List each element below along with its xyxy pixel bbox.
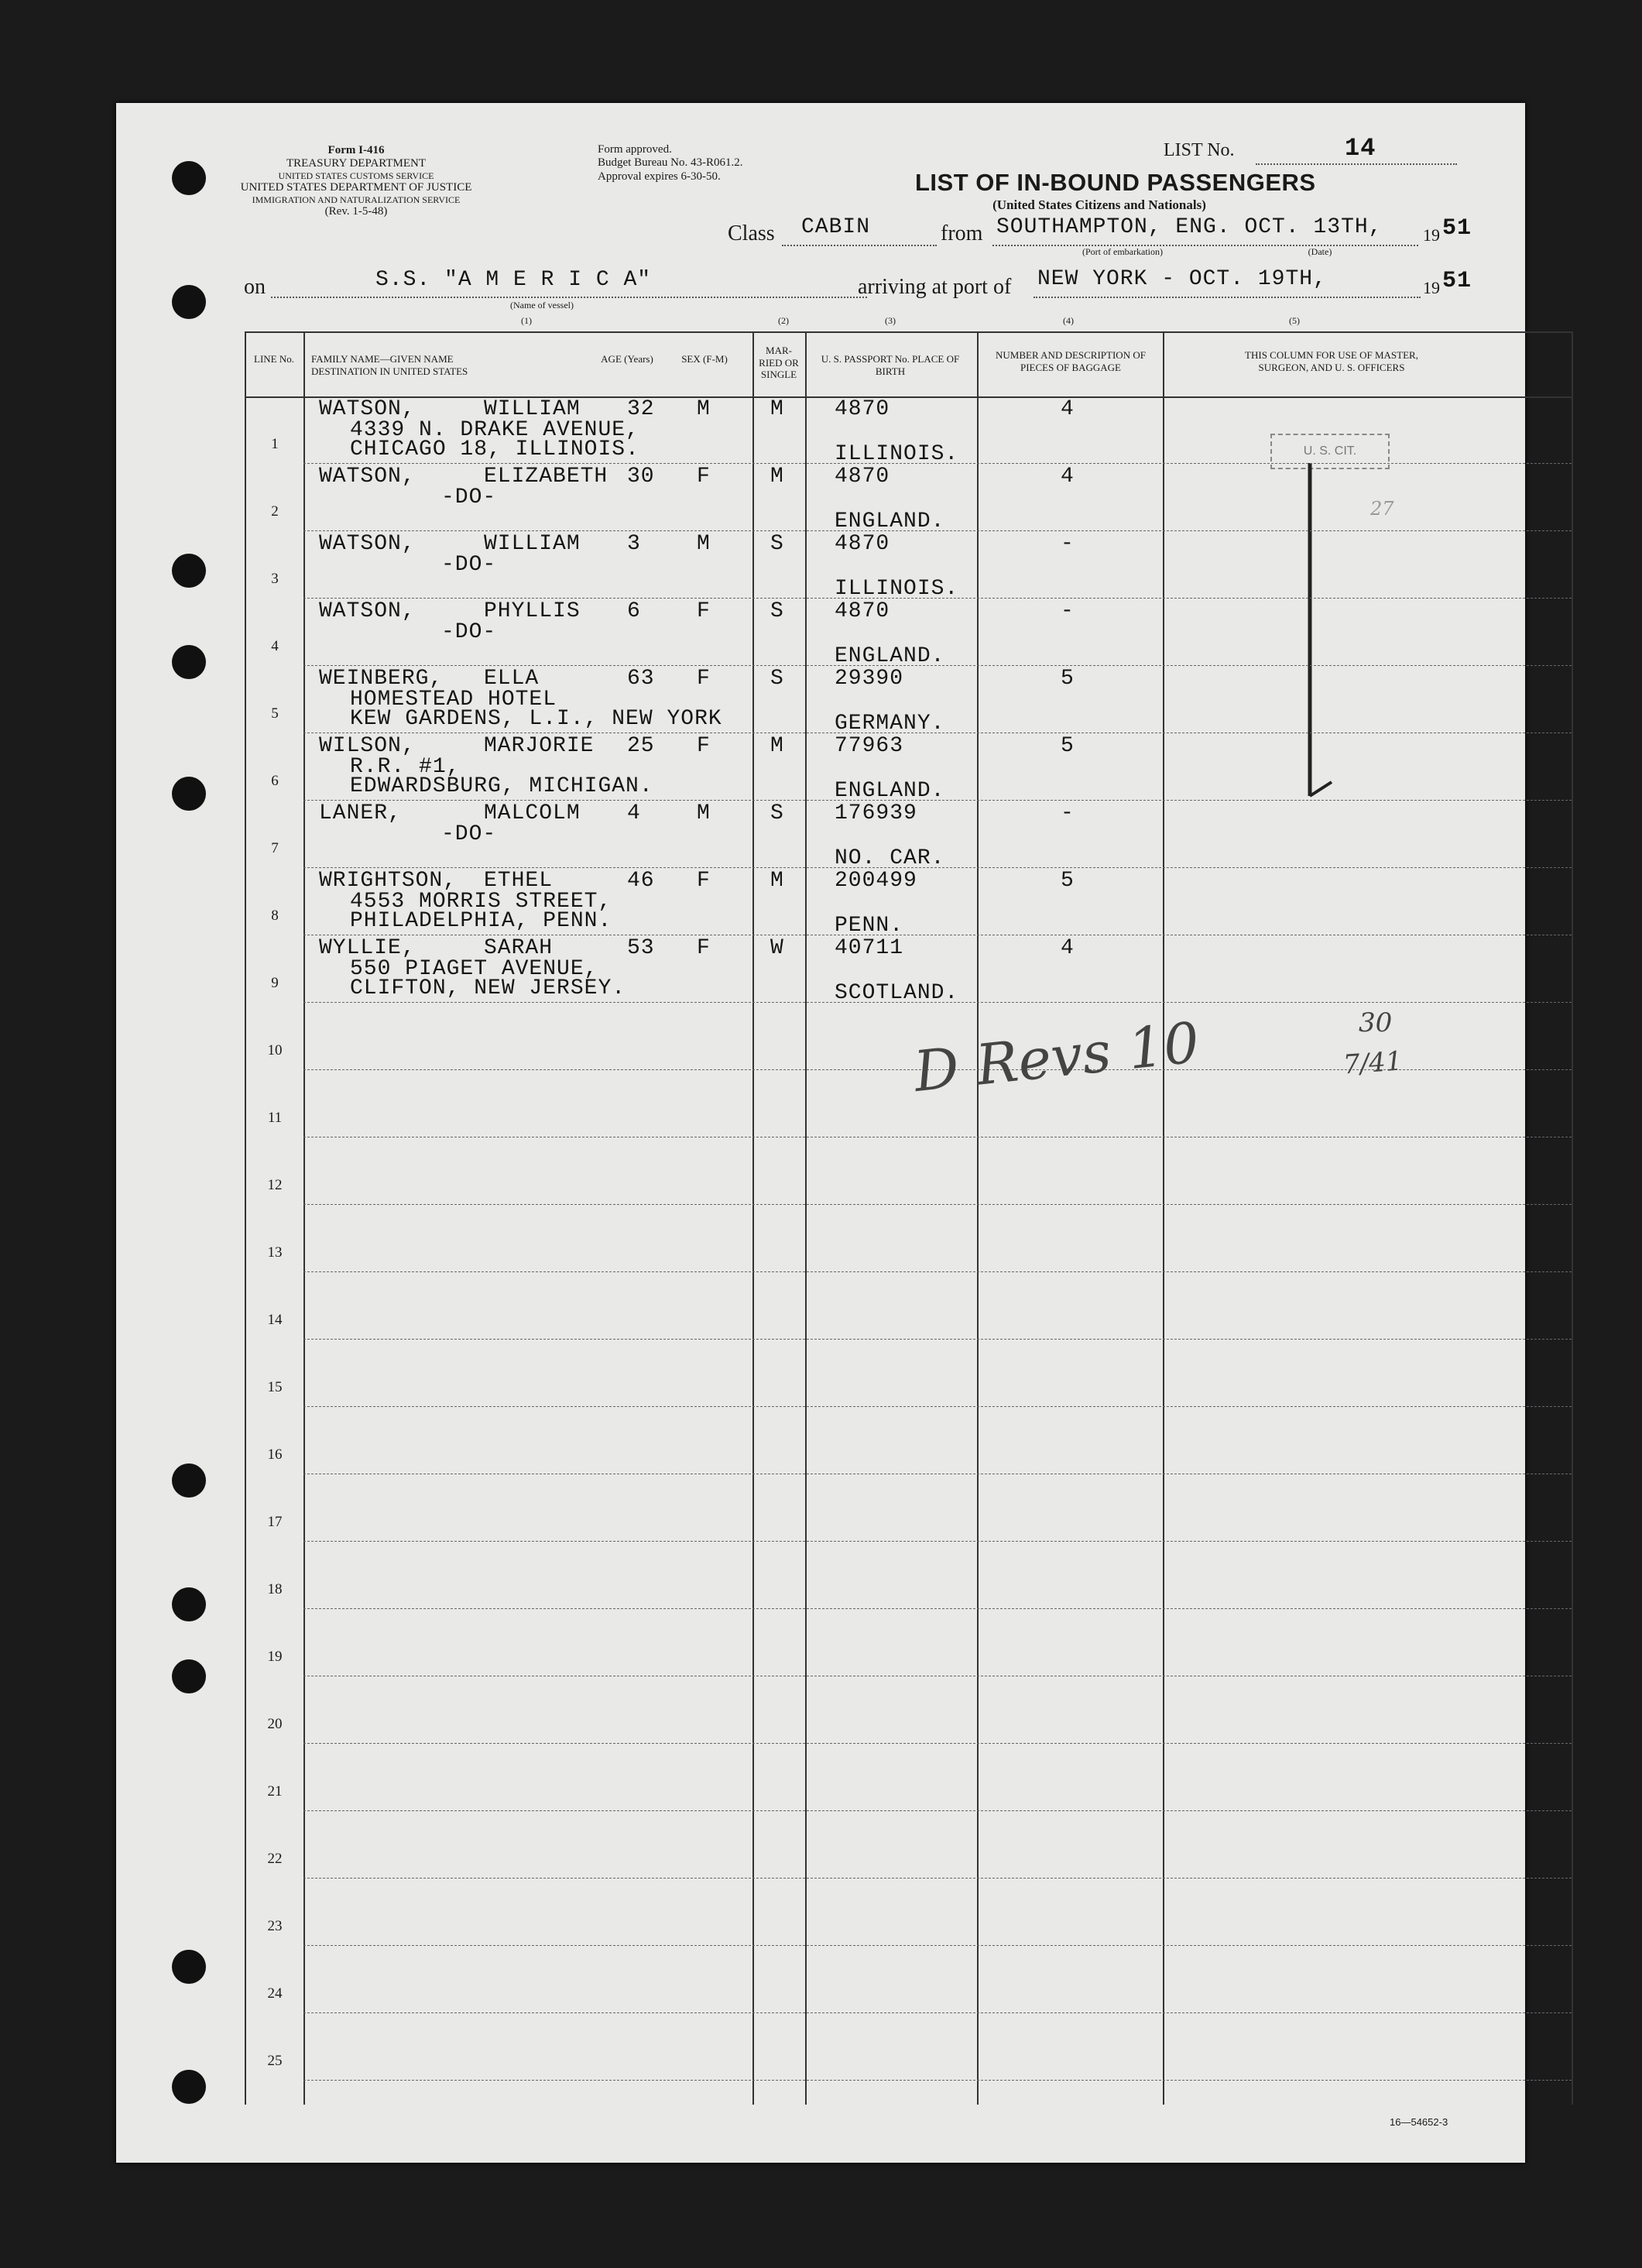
row-divider	[303, 1878, 1572, 1879]
line-number: 18	[267, 1581, 283, 1597]
binder-hole	[172, 285, 206, 319]
arriving-label: arriving at port of	[858, 275, 1012, 299]
passenger-age: 32	[627, 397, 655, 421]
justice-dept: UNITED STATES DEPARTMENT OF JUSTICE	[240, 181, 472, 194]
passenger-passport: 4870	[835, 397, 890, 421]
us-citizen-stamp: U. S. CIT.	[1270, 434, 1390, 469]
binder-hole	[172, 1950, 206, 1984]
vessel-caption: (Name of vessel)	[510, 300, 574, 311]
signature-fraction-top: 30	[1359, 1007, 1393, 1038]
passenger-passport: 176939	[835, 801, 917, 825]
line-number: 6	[271, 773, 279, 789]
col-line	[1572, 331, 1573, 2105]
line-number: 20	[267, 1716, 283, 1732]
passenger-address-2: EDWARDSBURG, MICHIGAN.	[350, 774, 653, 798]
passenger-sex: M	[697, 801, 711, 825]
col-head-officers: THIS COLUMN FOR USE OF MASTER, SURGEON, AND U. S. OFFICERS	[1245, 349, 1418, 373]
customs-service: UNITED STATES CUSTOMS SERVICE	[278, 170, 434, 181]
passenger-sex: F	[697, 869, 711, 893]
row-divider	[303, 2012, 1572, 2013]
passenger-given-name: PHYLLIS	[484, 599, 581, 623]
signature: D Revs 10	[910, 1009, 1202, 1105]
list-no-rule	[1256, 163, 1457, 165]
passenger-given-name: ELIZABETH	[484, 465, 608, 489]
passenger-family-name: WATSON,	[319, 397, 416, 421]
line-number: 12	[267, 1177, 283, 1193]
col-num-5: (5)	[1289, 315, 1300, 326]
passenger-birthplace: PENN.	[835, 914, 904, 938]
passenger-address-1: HOMESTEAD HOTEL	[350, 688, 557, 712]
list-no-label: LIST No.	[1164, 140, 1235, 160]
binder-hole	[172, 554, 206, 588]
passenger-given-name: MARJORIE	[484, 734, 595, 758]
class-rule	[782, 245, 937, 246]
bracket-line	[1301, 463, 1347, 808]
passenger-sex: M	[697, 532, 711, 556]
passenger-family-name: LANER,	[319, 801, 402, 825]
passenger-given-name: WILLIAM	[484, 532, 581, 556]
from-rule	[992, 245, 1418, 246]
from-value: SOUTHAMPTON, ENG. OCT. 13TH,	[996, 215, 1383, 239]
passenger-address-1: -DO-	[441, 553, 497, 577]
col-head-age: AGE (Years)	[601, 353, 653, 365]
line-number: 14	[267, 1312, 283, 1328]
arrival-rule	[1034, 297, 1421, 298]
col-head-married: MAR-RIED OR SINGLE	[759, 345, 799, 381]
passenger-age: 25	[627, 734, 655, 758]
row-divider	[303, 1271, 1572, 1272]
on-label: on	[244, 275, 266, 299]
year-prefix-2: 19	[1423, 278, 1440, 297]
binder-hole	[172, 777, 206, 811]
row-divider	[303, 1945, 1572, 1946]
passenger-address-2: KEW GARDENS, L.I., NEW YORK	[350, 707, 722, 731]
row-divider	[303, 1541, 1572, 1542]
passenger-baggage: -	[1061, 532, 1075, 556]
passenger-age: 53	[627, 936, 655, 960]
col-num-1: (1)	[521, 315, 532, 326]
passenger-baggage: 4	[1061, 936, 1075, 960]
line-number: 25	[267, 2053, 283, 2069]
line-number: 5	[271, 705, 279, 722]
year-prefix-1: 19	[1423, 225, 1440, 245]
footer-code: 16—54652-3	[1390, 2116, 1448, 2128]
form-info-block	[240, 144, 472, 219]
passenger-passport: 4870	[835, 599, 890, 623]
passenger-age: 3	[627, 532, 641, 556]
row-divider	[303, 2080, 1572, 2081]
passenger-address-2: CLIFTON, NEW JERSEY.	[350, 976, 626, 1000]
passenger-address-1: -DO-	[441, 822, 497, 846]
binder-hole	[172, 2070, 206, 2104]
vessel-rule	[271, 297, 867, 298]
treasury-dept: TREASURY DEPARTMENT	[286, 157, 427, 170]
form-revision: (Rev. 1-5-48)	[324, 205, 388, 218]
budget-bureau: Budget Bureau No. 43-R061.2.	[598, 156, 743, 170]
year-value-1: 51	[1442, 215, 1472, 242]
passenger-marital-status: M	[770, 397, 784, 421]
class-value: CABIN	[801, 215, 871, 239]
passenger-birthplace: ILLINOIS.	[835, 577, 959, 601]
passenger-given-name: WILLIAM	[484, 397, 581, 421]
passenger-family-name: WYLLIE,	[319, 936, 416, 960]
passenger-address-1: -DO-	[441, 486, 497, 510]
col-num-2: (2)	[778, 315, 789, 326]
row-divider	[303, 1743, 1572, 1744]
passenger-passport: 4870	[835, 465, 890, 489]
passenger-sex: M	[697, 397, 711, 421]
line-number: 7	[271, 840, 279, 856]
line-number: 9	[271, 975, 279, 991]
row-divider	[303, 800, 1572, 801]
passenger-marital-status: M	[770, 734, 784, 758]
passenger-birthplace: GERMANY.	[835, 712, 945, 736]
binder-hole	[172, 1463, 206, 1498]
stamp-count: 27	[1370, 498, 1394, 520]
passenger-marital-status: S	[770, 532, 784, 556]
passenger-birthplace: ENGLAND.	[835, 779, 945, 803]
row-divider	[303, 530, 1572, 531]
line-number: 15	[267, 1379, 283, 1395]
line-number: 8	[271, 908, 279, 924]
col-num-3: (3)	[885, 315, 896, 326]
passenger-marital-status: M	[770, 465, 784, 489]
passenger-given-name: ELLA	[484, 667, 540, 691]
row-divider	[303, 1204, 1572, 1205]
passenger-marital-status: W	[770, 936, 784, 960]
line-number: 16	[267, 1446, 283, 1463]
passenger-passport: 200499	[835, 869, 917, 893]
row-divider	[303, 867, 1572, 868]
passenger-address-2: CHICAGO 18, ILLINOIS.	[350, 437, 639, 461]
passenger-age: 63	[627, 667, 655, 691]
passenger-baggage: 4	[1061, 397, 1075, 421]
signature-fraction-bottom: 7/41	[1342, 1045, 1404, 1081]
line-number: 13	[267, 1244, 283, 1261]
form-approved: Form approved.	[598, 143, 672, 156]
row-divider	[303, 1406, 1572, 1407]
approval-expires: Approval expires 6-30-50.	[598, 170, 721, 183]
line-number: 17	[267, 1514, 283, 1530]
passenger-family-name: WATSON,	[319, 599, 416, 623]
passenger-age: 30	[627, 465, 655, 489]
passenger-baggage: 5	[1061, 734, 1075, 758]
col-line	[245, 331, 246, 2105]
line-number: 22	[267, 1851, 283, 1867]
row-divider	[303, 665, 1572, 666]
date-caption: (Date)	[1308, 246, 1332, 257]
line-number: 3	[271, 571, 279, 587]
passenger-birthplace: SCOTLAND.	[835, 981, 959, 1005]
passenger-given-name: ETHEL	[484, 869, 554, 893]
passenger-birthplace: NO. CAR.	[835, 846, 945, 870]
approval-block	[598, 143, 776, 184]
from-label: from	[941, 221, 983, 245]
line-number: 19	[267, 1649, 283, 1665]
passenger-marital-status: S	[770, 801, 784, 825]
binder-hole	[172, 161, 206, 195]
passenger-given-name: MALCOLM	[484, 801, 581, 825]
line-number: 10	[267, 1042, 283, 1059]
passenger-address-1: 550 PIAGET AVENUE,	[350, 957, 598, 981]
passenger-marital-status: S	[770, 667, 784, 691]
passenger-birthplace: ILLINOIS.	[835, 442, 959, 466]
passenger-passport: 40711	[835, 936, 904, 960]
row-divider	[303, 1810, 1572, 1811]
passenger-marital-status: S	[770, 599, 784, 623]
row-divider	[303, 463, 1572, 464]
year-value-2: 51	[1442, 268, 1472, 294]
passenger-passport: 4870	[835, 532, 890, 556]
passenger-family-name: WEINBERG,	[319, 667, 444, 691]
passenger-baggage: 5	[1061, 667, 1075, 691]
passenger-birthplace: ENGLAND.	[835, 510, 945, 534]
col-num-4: (4)	[1063, 315, 1074, 326]
ins-service: IMMIGRATION AND NATURALIZATION SERVICE	[252, 194, 461, 205]
page-title: LIST OF IN-BOUND PASSENGERS	[915, 169, 1316, 196]
passenger-family-name: WATSON,	[319, 532, 416, 556]
passenger-baggage: 4	[1061, 465, 1075, 489]
line-number: 2	[271, 503, 279, 520]
row-divider	[303, 1608, 1572, 1609]
passenger-birthplace: ENGLAND.	[835, 644, 945, 668]
passenger-passport: 77963	[835, 734, 904, 758]
list-no-value: 14	[1345, 134, 1376, 163]
line-number: 24	[267, 1985, 283, 2002]
vessel-name: S.S. "A M E R I C A"	[375, 268, 652, 292]
arrival-value: NEW YORK - OCT. 19TH,	[1037, 267, 1327, 291]
passenger-sex: F	[697, 465, 711, 489]
passenger-sex: F	[697, 734, 711, 758]
passenger-age: 6	[627, 599, 641, 623]
passenger-passport: 29390	[835, 667, 904, 691]
passenger-address-1: R.R. #1,	[350, 755, 461, 779]
passenger-age: 4	[627, 801, 641, 825]
binder-hole	[172, 645, 206, 679]
col-head-passport: U. S. PASSPORT No. PLACE OF BIRTH	[821, 353, 960, 377]
row-divider	[303, 1339, 1572, 1340]
passenger-address-2: PHILADELPHIA, PENN.	[350, 909, 612, 933]
passenger-family-name: WRIGHTSON,	[319, 869, 458, 893]
row-divider	[303, 598, 1572, 599]
passenger-sex: F	[697, 936, 711, 960]
passenger-family-name: WATSON,	[319, 465, 416, 489]
page-subtitle: (United States Citizens and Nationals)	[992, 197, 1206, 212]
passenger-sex: F	[697, 667, 711, 691]
passenger-marital-status: M	[770, 869, 784, 893]
line-number: 1	[271, 436, 279, 452]
col-head-sex: SEX (F-M)	[681, 353, 728, 365]
col-head-line: LINE No.	[254, 353, 294, 365]
passenger-address-1: 4553 MORRIS STREET,	[350, 890, 612, 914]
port-caption: (Port of embarkation)	[1082, 246, 1163, 257]
line-number: 11	[267, 1110, 283, 1126]
binder-hole	[172, 1659, 206, 1693]
passenger-age: 46	[627, 869, 655, 893]
form-number: Form I-416	[327, 144, 385, 156]
class-label: Class	[728, 221, 775, 245]
line-number: 21	[267, 1783, 283, 1800]
passenger-baggage: -	[1061, 801, 1075, 825]
passenger-address-1: -DO-	[441, 620, 497, 644]
manifest-sheet	[116, 103, 1525, 2163]
passenger-baggage: 5	[1061, 869, 1075, 893]
passenger-baggage: -	[1061, 599, 1075, 623]
binder-hole	[172, 1587, 206, 1621]
passenger-family-name: WILSON,	[319, 734, 416, 758]
line-number: 23	[267, 1918, 283, 1934]
passenger-address-1: 4339 N. DRAKE AVENUE,	[350, 418, 639, 442]
line-number: 4	[271, 638, 279, 654]
passenger-sex: F	[697, 599, 711, 623]
col-head-baggage: NUMBER AND DESCRIPTION OF PIECES OF BAGGAGE	[996, 349, 1146, 373]
row-divider	[303, 1002, 1572, 1003]
col-head-name: FAMILY NAME—GIVEN NAME DESTINATION IN UNITED STATES	[311, 353, 468, 377]
passenger-given-name: SARAH	[484, 936, 554, 960]
